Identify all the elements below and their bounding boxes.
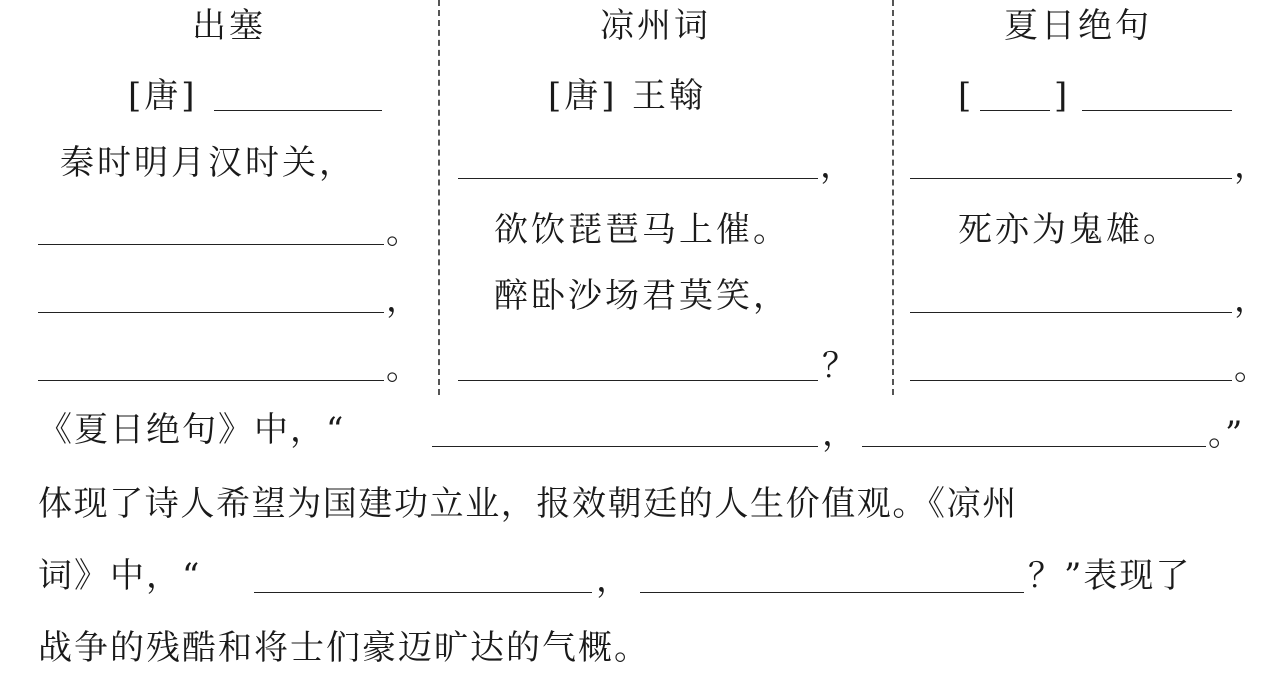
answer-blank[interactable] (862, 446, 1206, 447)
answer-blank[interactable] (38, 244, 384, 245)
poem-line-3: 醉卧沙场君莫笑， (494, 276, 790, 316)
poem-title: 凉州词 (600, 6, 711, 46)
answer-blank[interactable] (254, 592, 592, 593)
poem-author: 王翰 (632, 76, 706, 116)
question-text: 词》中，“ (38, 556, 202, 596)
punctuation: 。 (386, 348, 420, 388)
punctuation: ？ (822, 346, 856, 386)
column-divider-right (892, 0, 894, 395)
poem-line-2: 欲饮琵琶马上催。 (494, 210, 790, 250)
poem-title: 夏日绝句 (1004, 6, 1152, 46)
poem-dynasty: [唐] (128, 76, 198, 116)
question-text: ？”表现了 (1028, 556, 1192, 596)
author-blank[interactable] (214, 110, 382, 111)
punctuation: ， (1234, 146, 1268, 186)
poem-dynasty: [唐] (548, 76, 618, 116)
answer-blank[interactable] (910, 312, 1232, 313)
column-divider-left (438, 0, 440, 395)
question-text: 《夏日绝句》中，“ (38, 410, 346, 450)
answer-blank[interactable] (38, 312, 384, 313)
poem-dynasty-bracket-open: [ (958, 76, 975, 116)
punctuation: 。 (1234, 348, 1268, 388)
punctuation: ， (596, 560, 630, 600)
dynasty-blank[interactable] (980, 110, 1050, 111)
poem-title: 出塞 (192, 6, 266, 46)
punctuation: ， (1234, 280, 1268, 320)
poem-dynasty-bracket-close: ] (1054, 76, 1071, 116)
answer-blank[interactable] (458, 380, 818, 381)
answer-blank[interactable] (458, 178, 818, 179)
answer-blank[interactable] (910, 178, 1232, 179)
answer-blank[interactable] (38, 380, 384, 381)
punctuation: ， (386, 280, 420, 320)
author-blank[interactable] (1082, 110, 1232, 111)
punctuation: ， (820, 146, 854, 186)
answer-blank[interactable] (910, 380, 1232, 381)
question-text: 体现了诗人希望为国建功立业，报效朝廷的人生价值观。《凉州 (38, 484, 1018, 524)
poem-line-2: 死亦为鬼雄。 (958, 210, 1180, 250)
punctuation: 。” (1208, 414, 1243, 454)
punctuation: ， (822, 414, 856, 454)
punctuation: 。 (386, 212, 420, 252)
answer-blank[interactable] (432, 446, 818, 447)
question-text: 战争的残酷和将士们豪迈旷达的气概。 (38, 628, 650, 668)
poem-line-1: 秦时明月汉时关， (60, 143, 356, 183)
answer-blank[interactable] (640, 592, 1024, 593)
